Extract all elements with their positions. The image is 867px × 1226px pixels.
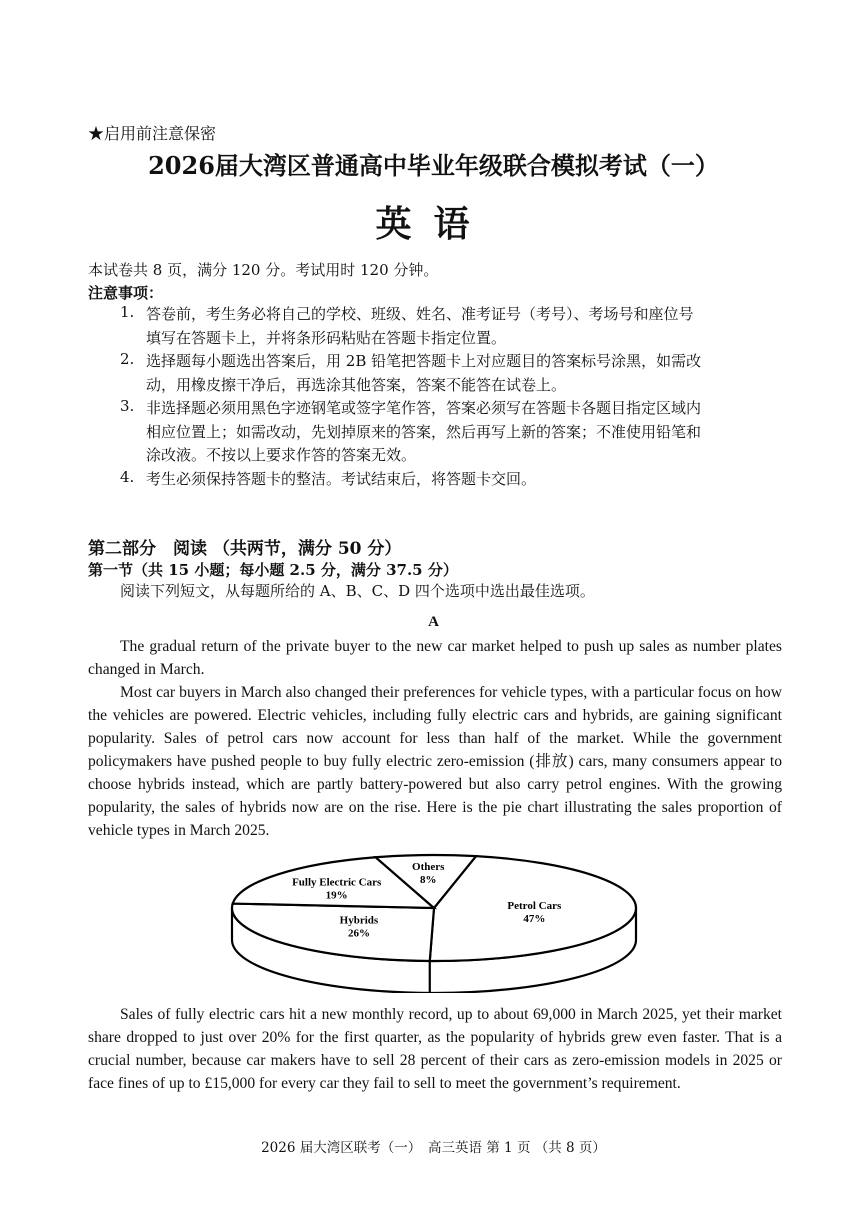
notice-line: 填写在答题卡上，并将条形码粘贴在答题卡指定位置。 — [146, 328, 507, 347]
notice-number: 1. — [120, 303, 135, 321]
passage-paragraph-3: Sales of fully electric cars hit a new monthly record, up to about 69,000 in March 2025, yet their market share dropped to just over 20% for the first quarter, as the popularity of hybrids grew even faster. That is a crucial number, because car makers have to sell 28 percent of their cars as zero-emission models in 2025 or face fines of up to £15,000 for every car they fail to sell to meet the government’s requirement. — [88, 1006, 782, 1092]
pie-label-category: Others — [412, 860, 445, 873]
pie-label-category: Hybrids — [339, 914, 379, 927]
notice-number: 2. — [120, 350, 135, 368]
passage-paragraph-2: Most car buyers in March also changed their preferences for vehicle types, with a particular focus on how the vehicles are powered. Electric vehicles, including fully electric cars and hybrids, are gaining significant popularity. Sales of petrol cars now account for less than half of the market. While the government policymakers have pushed people to buy fully electric zero-emission (排放) cars, many consumers appear to choose hybrids instead, which are partly battery-powered but also carry petrol engines. With the growing popularity, the sales of hybrids now are on the rise. Here is the pie chart illustrating the sales proportion of vehicle types in March 2025. — [88, 684, 782, 839]
reading-instruction: 阅读下列短文，从每题所给的 A、B、C、D 四个选项中选出最佳选项。 — [120, 582, 595, 600]
passage-label: A — [428, 614, 439, 630]
notice-line: 非选择题必须用黑色字迹钢笔或签字笔作答，答案必须写在答题卡各题目指定区域内 — [146, 399, 702, 417]
subject-title: 英语 — [375, 203, 492, 245]
exam-title: 2026届大湾区普通高中毕业年级联合模拟考试（一） — [148, 151, 719, 180]
notice-line: 考生必须保持答题卡的整洁。考试结束后，将答题卡交回。 — [146, 469, 537, 488]
page-footer: 2026 届大湾区联考（一） 高三英语 第 1 页 （共 8 页） — [261, 1140, 606, 1156]
pie-label-value: 26% — [347, 927, 370, 940]
pie-label-category: Petrol Cars — [507, 900, 562, 913]
notice-line: 答卷前，考生务必将自己的学校、班级、姓名、准考证号（考号）、考场号和座位号 — [146, 305, 694, 323]
confidential-mark: ★启用前注意保密 — [88, 124, 217, 143]
pie-label-value: 47% — [523, 913, 546, 926]
passage-paragraph-1: The gradual return of the private buyer to the new car market helped to push up sales as number plates changed in March. — [88, 638, 782, 678]
notice-line: 动，用橡皮擦干净后，再选涂其他答案，答案不能答在试卷上。 — [146, 375, 567, 394]
notice-number: 3. — [120, 397, 135, 415]
section-heading: 第一节（共 15 小题；每小题 2.5 分，满分 37.5 分） — [88, 561, 458, 579]
part-heading: 第二部分 阅读 （共两节，满分 50 分） — [88, 539, 402, 559]
notice-line: 相应位置上；如需改动，先划掉原来的答案，然后再写上新的答案；不准使用铅笔和 — [146, 422, 702, 441]
pie-label-value: 8% — [419, 873, 437, 886]
notice-heading: 注意事项： — [88, 284, 164, 302]
pie-chart — [228, 853, 638, 993]
notice-line: 选择题每小题选出答案后，用 2B 铅笔把答题卡上对应题目的答案标号涂黑，如需改 — [146, 352, 702, 370]
notice-number: 4. — [120, 467, 135, 486]
pie-label-value: 19% — [325, 889, 348, 902]
notice-line: 涂改液。不按以上要求作答的答案无效。 — [146, 446, 417, 464]
paper-info: 本试卷共 8 页，满分 120 分。考试用时 120 分钟。 — [88, 261, 439, 279]
pie-label-category: Fully Electric Cars — [292, 876, 382, 889]
